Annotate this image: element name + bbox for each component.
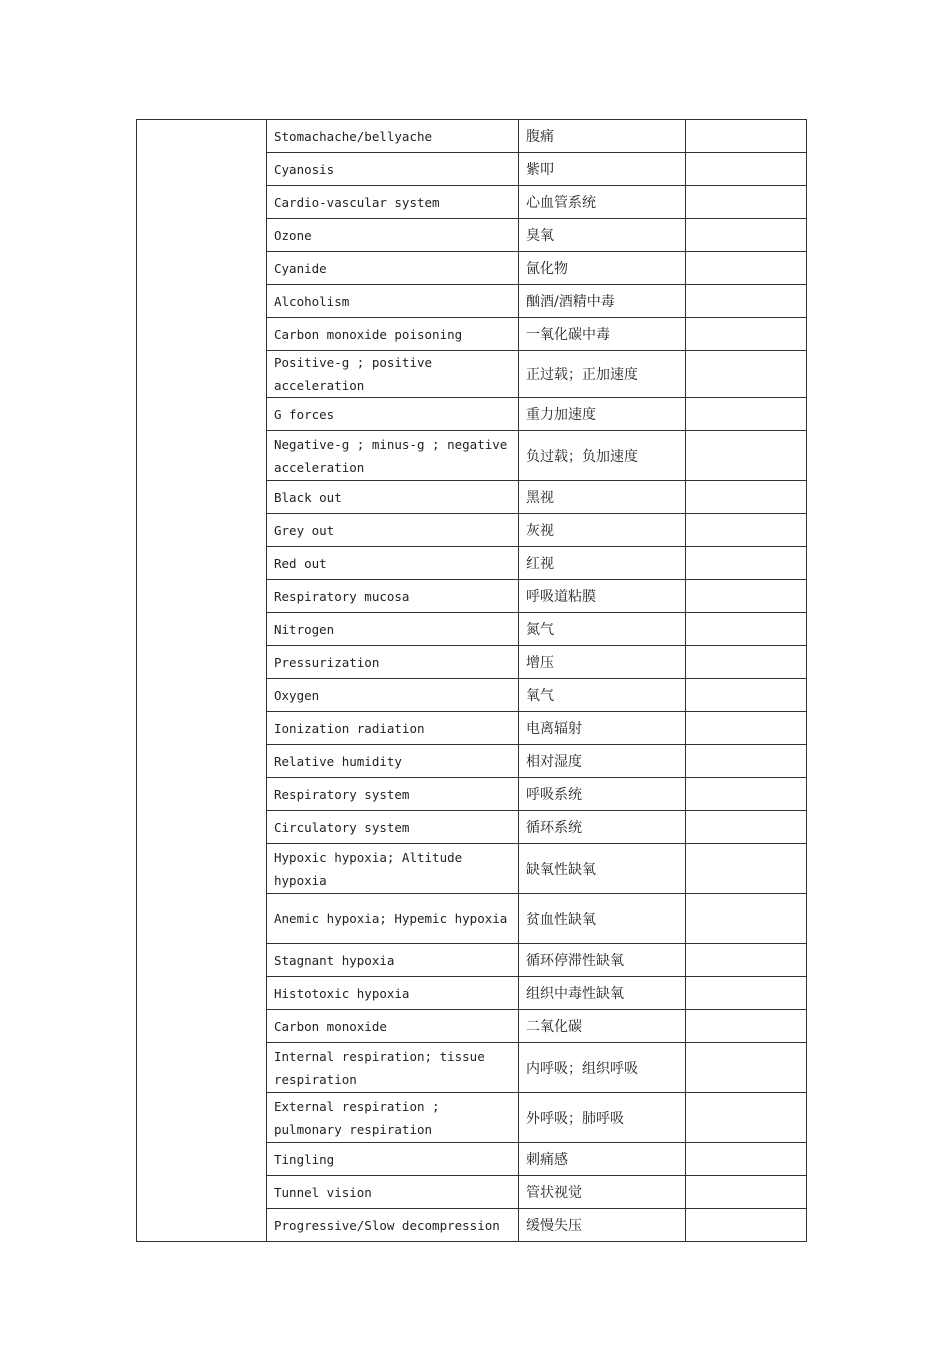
notes-cell <box>686 431 807 481</box>
chinese-term: 刺痛感 <box>519 1143 686 1176</box>
english-term: Negative-g ; minus-g ; negative acceleration <box>267 431 519 481</box>
notes-cell <box>686 778 807 811</box>
notes-cell <box>686 944 807 977</box>
notes-cell <box>686 351 807 398</box>
notes-cell <box>686 977 807 1010</box>
english-term: Grey out <box>267 514 519 547</box>
chinese-term: 循环停滞性缺氧 <box>519 944 686 977</box>
notes-cell <box>686 1043 807 1093</box>
notes-cell <box>686 398 807 431</box>
english-term: Oxygen <box>267 679 519 712</box>
notes-cell <box>686 679 807 712</box>
chinese-term: 灰视 <box>519 514 686 547</box>
category-cell <box>137 120 267 1242</box>
notes-cell <box>686 547 807 580</box>
chinese-term: 组织中毒性缺氧 <box>519 977 686 1010</box>
english-term: Carbon monoxide <box>267 1010 519 1043</box>
english-term: Ozone <box>267 219 519 252</box>
notes-cell <box>686 481 807 514</box>
notes-cell <box>686 514 807 547</box>
english-term: Hypoxic hypoxia; Altitude hypoxia <box>267 844 519 894</box>
chinese-term: 内呼吸；组织呼吸 <box>519 1043 686 1093</box>
chinese-term: 氤化物 <box>519 252 686 285</box>
english-term: Internal respiration; tissue respiration <box>267 1043 519 1093</box>
chinese-term: 红视 <box>519 547 686 580</box>
chinese-term: 黑视 <box>519 481 686 514</box>
notes-cell <box>686 894 807 944</box>
english-term: Histotoxic hypoxia <box>267 977 519 1010</box>
notes-cell <box>686 1010 807 1043</box>
english-term: Cyanide <box>267 252 519 285</box>
chinese-term: 正过载；正加速度 <box>519 351 686 398</box>
chinese-term: 腹痛 <box>519 120 686 153</box>
notes-cell <box>686 186 807 219</box>
chinese-term: 电离辐射 <box>519 712 686 745</box>
glossary-table <box>136 119 807 1242</box>
chinese-term: 酗酒/酒精中毒 <box>519 285 686 318</box>
english-term: Progressive/Slow decompression <box>267 1209 519 1242</box>
notes-cell <box>686 613 807 646</box>
chinese-term: 增压 <box>519 646 686 679</box>
notes-cell <box>686 1143 807 1176</box>
english-term: Stagnant hypoxia <box>267 944 519 977</box>
notes-cell <box>686 811 807 844</box>
chinese-term: 氮气 <box>519 613 686 646</box>
english-term: Alcoholism <box>267 285 519 318</box>
chinese-term: 外呼吸；肺呼吸 <box>519 1093 686 1143</box>
notes-cell <box>686 153 807 186</box>
notes-cell <box>686 219 807 252</box>
chinese-term: 缺氧性缺氧 <box>519 844 686 894</box>
english-term: Tingling <box>267 1143 519 1176</box>
notes-cell <box>686 745 807 778</box>
chinese-term: 一氧化碳中毒 <box>519 318 686 351</box>
english-term: Respiratory system <box>267 778 519 811</box>
chinese-term: 相对湿度 <box>519 745 686 778</box>
chinese-term: 循环系统 <box>519 811 686 844</box>
english-term: Cardio-vascular system <box>267 186 519 219</box>
english-term: Anemic hypoxia; Hypemic hypoxia <box>267 894 519 944</box>
english-term: Respiratory mucosa <box>267 580 519 613</box>
notes-cell <box>686 318 807 351</box>
notes-cell <box>686 252 807 285</box>
chinese-term: 管状视觉 <box>519 1176 686 1209</box>
glossary-body <box>137 120 807 1242</box>
english-term: Red out <box>267 547 519 580</box>
notes-cell <box>686 844 807 894</box>
english-term: G forces <box>267 398 519 431</box>
notes-cell <box>686 120 807 153</box>
english-term: Ionization radiation <box>267 712 519 745</box>
notes-cell <box>686 1093 807 1143</box>
chinese-term: 紫叩 <box>519 153 686 186</box>
english-term: Circulatory system <box>267 811 519 844</box>
chinese-term: 重力加速度 <box>519 398 686 431</box>
notes-cell <box>686 580 807 613</box>
english-term: Stomachache/bellyache <box>267 120 519 153</box>
english-term: External respiration ; pulmonary respiration <box>267 1093 519 1143</box>
english-term: Pressurization <box>267 646 519 679</box>
chinese-term: 二氧化碳 <box>519 1010 686 1043</box>
english-term: Cyanosis <box>267 153 519 186</box>
notes-cell <box>686 712 807 745</box>
chinese-term: 臭氧 <box>519 219 686 252</box>
notes-cell <box>686 285 807 318</box>
english-term: Carbon monoxide poisoning <box>267 318 519 351</box>
english-term: Positive-g ; positive acceleration <box>267 351 519 398</box>
chinese-term: 贫血性缺氧 <box>519 894 686 944</box>
chinese-term: 心血管系统 <box>519 186 686 219</box>
table-row <box>137 120 807 153</box>
notes-cell <box>686 1209 807 1242</box>
notes-cell <box>686 1176 807 1209</box>
chinese-term: 氧气 <box>519 679 686 712</box>
chinese-term: 负过载；负加速度 <box>519 431 686 481</box>
english-term: Nitrogen <box>267 613 519 646</box>
english-term: Tunnel vision <box>267 1176 519 1209</box>
notes-cell <box>686 646 807 679</box>
chinese-term: 缓慢失压 <box>519 1209 686 1242</box>
chinese-term: 呼吸道粘膜 <box>519 580 686 613</box>
english-term: Black out <box>267 481 519 514</box>
chinese-term: 呼吸系统 <box>519 778 686 811</box>
english-term: Relative humidity <box>267 745 519 778</box>
